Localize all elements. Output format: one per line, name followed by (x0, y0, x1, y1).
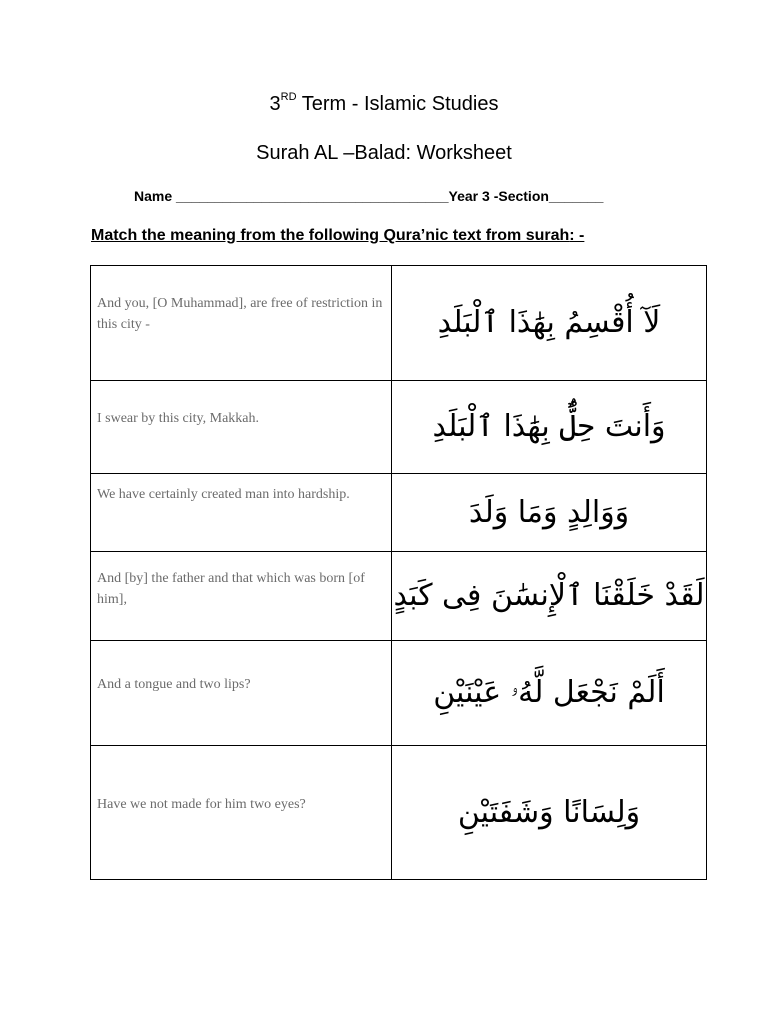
arabic-verse: لَآ أُقْسِمُ بِهَٰذَا ٱلْبَلَدِ (392, 266, 707, 381)
table-row (91, 474, 707, 552)
table-row (91, 381, 707, 474)
english-meaning: We have certainly created man into hardship. (91, 474, 392, 552)
term-rest: Term - Islamic Studies (296, 93, 499, 115)
name-year-section-line (134, 188, 603, 204)
arabic-verse: وَأَنتَ حِلٌّۢ بِهَٰذَا ٱلْبَلَدِ (392, 381, 707, 474)
instruction-tail: : - (569, 227, 585, 244)
english-meaning: I swear by this city, Makkah. (91, 381, 392, 474)
worksheet-subtitle: Surah AL –Balad: Worksheet (256, 142, 512, 164)
term-suffix: RD (280, 91, 297, 104)
name-blank[interactable]: ___________________________________ (172, 188, 449, 204)
year-section-label: Year 3 -Section_______ (448, 188, 604, 204)
english-meaning: And [by] the father and that which was born [of him], (91, 552, 392, 641)
instruction-main: Match the meaning from the following Qura’nic text from surah (91, 227, 570, 244)
table-row (91, 266, 707, 381)
term-number: 3 (269, 93, 281, 115)
name-label: Name (134, 188, 173, 204)
arabic-verse: لَقَدْ خَلَقْنَا ٱلْإِنسَٰنَ فِى كَبَدٍ (392, 552, 707, 641)
english-meaning: Have we not made for him two eyes? (91, 746, 392, 880)
table-row (91, 641, 707, 746)
table-row (91, 746, 707, 880)
worksheet-term-title (0, 93, 768, 116)
arabic-verse: أَلَمْ نَجْعَل لَّهُۥ عَيْنَيْنِ (392, 641, 707, 746)
english-meaning: And you, [O Muhammad], are free of restriction in this city - (91, 266, 392, 381)
english-meaning: And a tongue and two lips? (91, 641, 392, 746)
arabic-verse: وَوَالِدٍ وَمَا وَلَدَ (392, 474, 707, 552)
arabic-verse: وَلِسَانًا وَشَفَتَيْنِ (392, 746, 707, 880)
matching-table (90, 265, 707, 880)
instruction-text (91, 227, 584, 245)
table-row (91, 552, 707, 641)
